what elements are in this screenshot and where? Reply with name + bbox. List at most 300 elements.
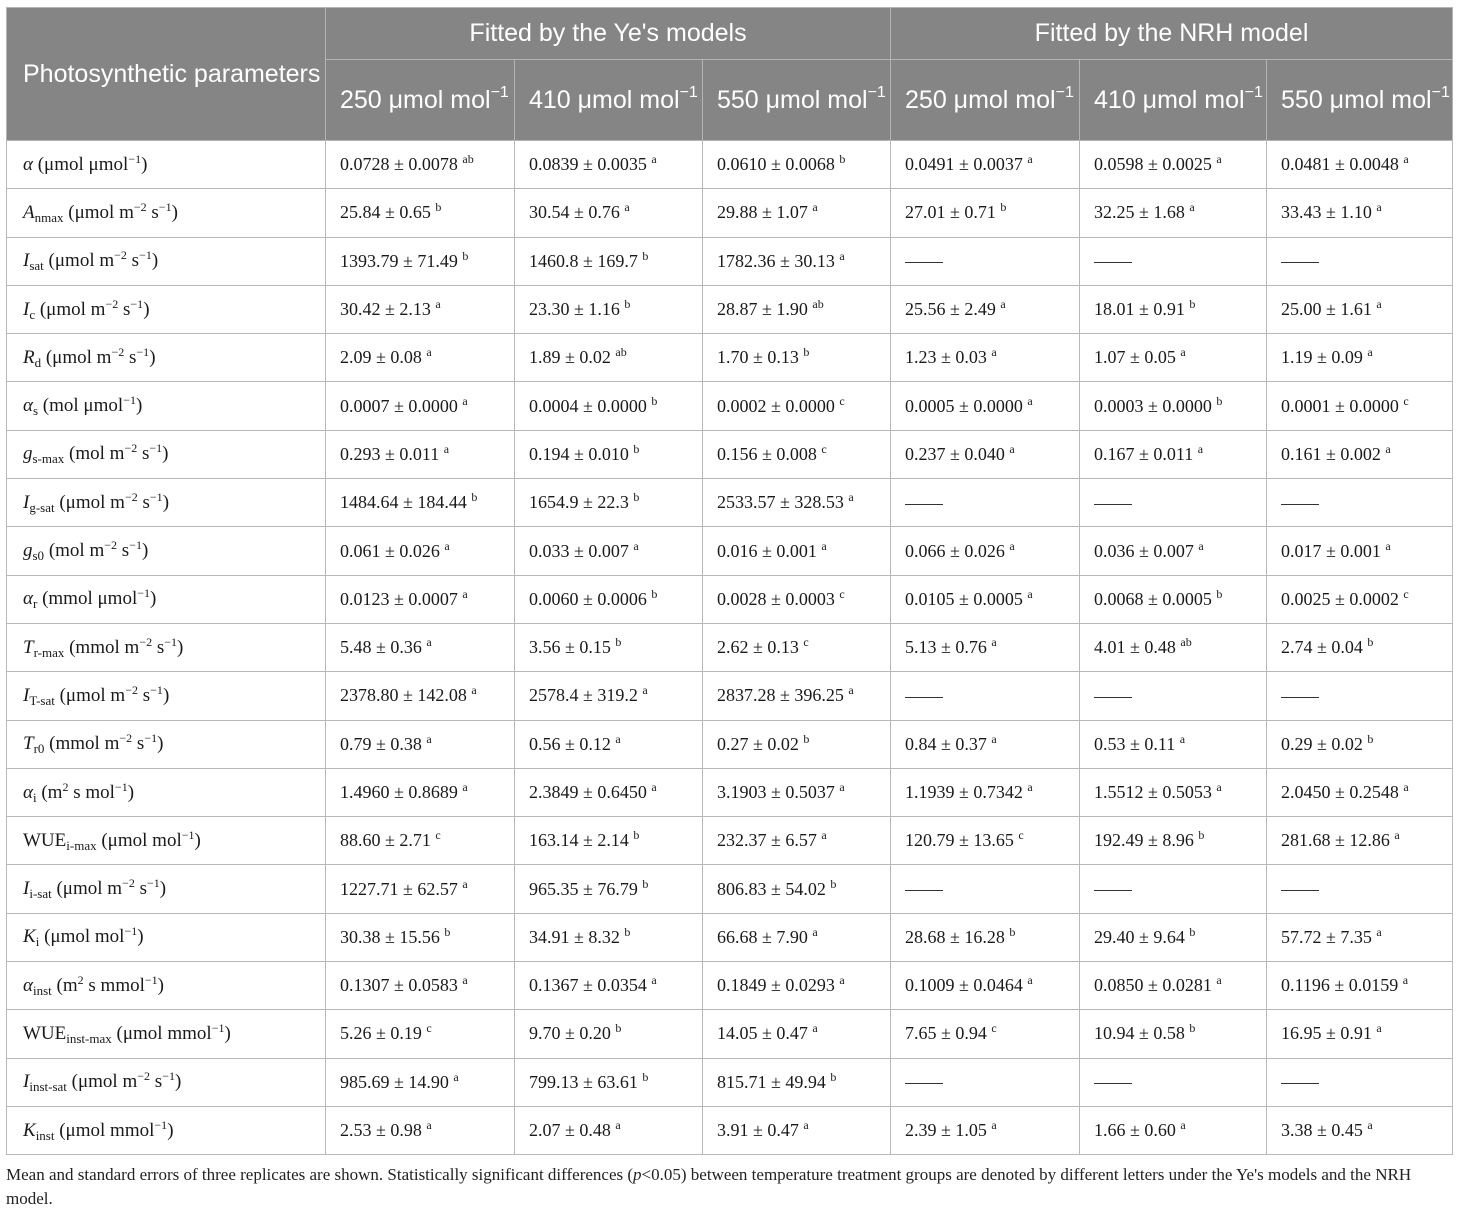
parameter-name	[7, 237, 326, 285]
unit-exponent-2: −1	[149, 489, 163, 504]
significance-letter: a	[991, 635, 997, 650]
table-row	[7, 768, 1453, 816]
mean-se-value: 3.1903 ± 0.5037	[717, 782, 835, 802]
parameter-unit-end: )	[149, 346, 156, 368]
mean-se-value: 2.09 ± 0.08	[340, 347, 422, 368]
significance-letter: a	[1009, 441, 1015, 456]
parameter-subscript: r	[32, 596, 38, 612]
parameter-subscript: i-max	[66, 837, 97, 853]
mean-se-value: 1.23 ± 0.03	[905, 347, 987, 368]
no-value-dash	[1281, 890, 1319, 891]
parameter-unit: (mol μmol	[38, 395, 124, 417]
parameter-symbol: α	[23, 395, 33, 417]
significance-letter: b	[1189, 297, 1196, 312]
value-cell	[891, 817, 1080, 865]
value-cell	[326, 334, 515, 382]
parameter-unit-tail: s	[137, 443, 150, 465]
significance-letter: a	[1367, 1118, 1373, 1133]
significance-letter: b	[1009, 924, 1016, 939]
value-cell	[891, 720, 1080, 768]
parameter-unit-tail: )	[137, 926, 144, 948]
unit-exponent-2: −1	[158, 199, 172, 214]
mean-se-value: 3.56 ± 0.15	[529, 637, 611, 658]
table-row	[7, 479, 1453, 527]
mean-se-value: 281.68 ± 12.86	[1281, 830, 1390, 851]
mean-se-value: 0.1009 ± 0.0464	[905, 975, 1023, 996]
mean-se-value: 88.60 ± 2.71	[340, 830, 431, 851]
table-row	[7, 141, 1453, 189]
mean-se-value: 0.0001 ± 0.0000	[1281, 395, 1399, 416]
parameter-symbol: A	[23, 201, 35, 223]
table-row	[7, 1058, 1453, 1106]
value-cell	[1267, 962, 1453, 1010]
unit-exponent: −1	[128, 151, 142, 166]
value-cell	[891, 623, 1080, 671]
significance-letter: b	[444, 924, 451, 939]
significance-letter: a	[642, 683, 648, 698]
significance-letter: b	[642, 876, 649, 891]
value-cell	[1267, 430, 1453, 478]
significance-letter: a	[1189, 200, 1195, 215]
significance-letter: a	[1180, 1118, 1186, 1133]
parameter-symbol: g	[23, 443, 33, 465]
mean-se-value: 0.0610 ± 0.0068	[717, 154, 835, 175]
concentration-header-4	[891, 60, 1080, 141]
value-cell	[703, 382, 891, 430]
value-cell	[1267, 1010, 1453, 1058]
mean-se-value: 0.0028 ± 0.0003	[717, 588, 835, 609]
mean-se-value: 0.0839 ± 0.0035	[529, 154, 647, 175]
parameter-unit: (μmol mmol	[54, 1119, 155, 1141]
value-cell	[703, 768, 891, 816]
significance-letter: a	[821, 828, 827, 843]
value-cell	[891, 189, 1080, 237]
parameter-symbol: R	[23, 346, 35, 368]
significance-letter: b	[1216, 393, 1223, 408]
mean-se-value: 32.25 ± 1.68	[1094, 202, 1185, 223]
mean-se-value: 0.0105 ± 0.0005	[905, 588, 1023, 609]
parameter-unit: (μmol m	[54, 491, 125, 513]
value-cell	[703, 334, 891, 382]
parameter-symbol: I	[23, 491, 30, 513]
mean-se-value: 0.0850 ± 0.0281	[1094, 975, 1212, 996]
unit-exponent: −2	[111, 344, 125, 359]
mean-se-value: 14.05 ± 0.47	[717, 1023, 808, 1044]
value-cell	[1080, 141, 1267, 189]
significance-letter: b	[642, 1069, 649, 1084]
mean-se-value: 2.74 ± 0.04	[1281, 637, 1363, 658]
unit-exponent: −2	[122, 876, 135, 891]
value-cell	[1267, 237, 1453, 285]
value-cell	[1267, 720, 1453, 768]
value-cell	[891, 913, 1080, 961]
significance-letter: a	[991, 345, 997, 360]
value-cell	[1267, 768, 1453, 816]
value-cell	[1080, 720, 1267, 768]
parameter-unit: (mmol m	[64, 636, 140, 658]
parameter-subscript: s-max	[32, 451, 65, 467]
significance-letter: a	[812, 1021, 818, 1036]
parameter-name	[7, 768, 326, 816]
significance-letter: a	[615, 1118, 621, 1133]
mean-se-value: 0.0068 ± 0.0005	[1094, 588, 1212, 609]
significance-letter: a	[462, 586, 468, 601]
parameter-unit-tail: s mmol	[83, 974, 145, 996]
value-cell	[1080, 430, 1267, 478]
significance-letter: a	[1000, 297, 1006, 312]
significance-letter: c	[839, 393, 845, 408]
value-cell	[703, 1058, 891, 1106]
significance-letter: b	[803, 731, 810, 746]
mean-se-value: 0.53 ± 0.11	[1094, 733, 1176, 754]
unit-exponent-2: −1	[162, 1069, 175, 1084]
table-row	[7, 285, 1453, 333]
value-cell	[326, 189, 515, 237]
parameter-unit: (mol m	[44, 540, 105, 562]
parameter-unit-tail: )	[167, 1119, 174, 1141]
parameter-subscript: nmax	[34, 209, 64, 225]
unit-exponent: −1	[181, 827, 195, 842]
no-value-dash	[1281, 262, 1319, 263]
value-cell	[703, 430, 891, 478]
parameter-unit-end: )	[143, 298, 150, 320]
value-cell	[891, 285, 1080, 333]
significance-letter: c	[821, 441, 827, 456]
mean-se-value: 2.3849 ± 0.6450	[529, 782, 647, 802]
parameter-symbol: α	[23, 153, 33, 175]
mean-se-value: 2.39 ± 1.05	[905, 1120, 987, 1141]
significance-letter: a	[651, 973, 657, 988]
value-cell	[703, 623, 891, 671]
significance-letter: a	[1027, 393, 1033, 408]
footnote-text-1: Mean and standard errors of three replicates are shown. Statistically significant differences (	[6, 1165, 634, 1184]
value-cell	[326, 575, 515, 623]
parameter-symbol: g	[23, 540, 33, 562]
parameter-unit-end: )	[151, 250, 159, 272]
parameter-symbol: I	[23, 878, 30, 900]
mean-se-value: 1.07 ± 0.05	[1094, 347, 1176, 368]
value-cell	[1080, 237, 1267, 285]
mean-se-value: 0.156 ± 0.008	[717, 443, 817, 464]
significance-letter: a	[1376, 297, 1382, 312]
mean-se-value: 25.84 ± 0.65	[340, 202, 431, 223]
parameter-subscript: g-sat	[29, 499, 55, 515]
footnote-text-2: <0.05) between temperature treatment groups are denoted by different letters under the Ye's models and the NRH model.	[6, 1165, 1412, 1208]
value-cell	[703, 913, 891, 961]
significance-letter: b	[642, 248, 649, 263]
parameter-unit-end: )	[162, 443, 169, 465]
value-cell	[326, 141, 515, 189]
mean-se-value: 0.0003 ± 0.0000	[1094, 395, 1212, 416]
significance-letter: b	[651, 586, 658, 601]
table-row	[7, 962, 1453, 1010]
mean-se-value: 30.42 ± 2.13	[340, 299, 431, 320]
value-cell	[515, 479, 703, 527]
mean-se-value: 4.01 ± 0.48	[1094, 637, 1176, 658]
value-cell	[703, 141, 891, 189]
significance-letter: a	[812, 924, 818, 939]
significance-letter: a	[1216, 973, 1222, 988]
value-cell	[891, 962, 1080, 1010]
unit-exponent-2: −1	[164, 634, 178, 649]
significance-letter: a	[1009, 538, 1015, 553]
parameter-subscript: s0	[32, 548, 45, 564]
no-value-dash	[1094, 262, 1132, 263]
unit-exponent-2: −1	[144, 731, 158, 746]
value-cell	[1267, 334, 1453, 382]
table-row	[7, 720, 1453, 768]
value-cell	[1267, 865, 1453, 913]
significance-letter: c	[435, 828, 441, 843]
no-value-dash	[1094, 504, 1132, 505]
parameter-unit: (μmol m	[51, 878, 123, 900]
parameter-symbol: K	[23, 926, 36, 948]
value-cell	[326, 285, 515, 333]
parameter-unit-tail: )	[135, 395, 143, 417]
value-cell	[515, 1106, 703, 1154]
value-cell	[1267, 189, 1453, 237]
concentration-exponent: −1	[490, 83, 509, 101]
mean-se-value: 2837.28 ± 396.25	[717, 685, 844, 706]
mean-se-value: 0.161 ± 0.002	[1281, 443, 1381, 464]
unit-exponent: −2	[124, 489, 138, 504]
mean-se-value: 985.69 ± 14.90	[340, 1071, 449, 1092]
mean-se-value: 5.26 ± 0.19	[340, 1023, 422, 1044]
value-cell	[891, 479, 1080, 527]
significance-letter: a	[1376, 924, 1382, 939]
concentration-label: 250 μmol mol	[340, 85, 491, 114]
value-cell	[891, 237, 1080, 285]
significance-letter: a	[471, 683, 477, 698]
value-cell	[891, 430, 1080, 478]
value-cell	[891, 527, 1080, 575]
parameter-subscript: inst	[35, 1127, 55, 1143]
table-row	[7, 1106, 1453, 1154]
value-cell	[515, 430, 703, 478]
value-cell	[1080, 817, 1267, 865]
value-cell	[891, 1010, 1080, 1058]
parameter-unit-tail: )	[224, 1022, 231, 1044]
significance-letter: a	[651, 780, 657, 794]
significance-letter: b	[803, 345, 810, 360]
value-cell	[326, 527, 515, 575]
parameter-name	[7, 382, 326, 430]
mean-se-value: 0.0005 ± 0.0000	[905, 395, 1023, 416]
parameter-unit-tail: s	[124, 346, 137, 368]
no-value-dash	[905, 262, 943, 263]
significance-letter: c	[991, 1021, 997, 1036]
unit-exponent: −1	[211, 1020, 225, 1035]
value-cell	[891, 865, 1080, 913]
parameter-unit: (m	[36, 781, 63, 803]
table-container	[6, 7, 1452, 1155]
mean-se-value: 0.29 ± 0.02	[1281, 733, 1363, 754]
mean-se-value: 1.89 ± 0.02	[529, 347, 611, 368]
value-cell	[703, 720, 891, 768]
significance-letter: a	[624, 200, 630, 215]
mean-se-value: 0.016 ± 0.001	[717, 540, 817, 561]
concentration-exponent: −1	[1244, 83, 1263, 101]
parameter-name	[7, 672, 326, 720]
parameter-name	[7, 334, 326, 382]
parameter-unit-tail: )	[194, 829, 201, 851]
parameter-name	[7, 817, 326, 865]
significance-letter: a	[426, 345, 432, 360]
significance-letter: a	[462, 973, 468, 988]
significance-letter: a	[848, 683, 854, 698]
value-cell	[515, 720, 703, 768]
value-cell	[891, 768, 1080, 816]
value-cell	[703, 527, 891, 575]
unit-exponent-2: −1	[114, 779, 128, 794]
value-cell	[326, 962, 515, 1010]
parameter-unit-tail: s	[126, 250, 140, 272]
parameter-unit-tail: s	[152, 636, 165, 658]
significance-letter: a	[462, 876, 468, 891]
mean-se-value: 9.70 ± 0.20	[529, 1023, 611, 1044]
value-cell	[326, 768, 515, 816]
mean-se-value: 0.0728 ± 0.0078	[340, 154, 458, 175]
parameter-symbol: α	[23, 588, 33, 610]
parameter-symbol: T	[23, 636, 34, 658]
mean-se-value: 0.1307 ± 0.0583	[340, 975, 458, 996]
parameter-subscript: i	[32, 789, 37, 805]
mean-se-value: 2378.80 ± 142.08	[340, 685, 467, 706]
value-cell	[1080, 285, 1267, 333]
unit-exponent: −1	[123, 393, 136, 408]
significance-letter: a	[1385, 538, 1391, 553]
significance-letter: c	[426, 1021, 432, 1036]
unit-exponent: −2	[114, 248, 127, 263]
value-cell	[703, 237, 891, 285]
significance-letter: a	[1027, 152, 1033, 167]
parameter-unit: (mmol μmol	[37, 588, 138, 610]
significance-letter: b	[633, 828, 640, 843]
parameter-unit: (m	[51, 974, 78, 996]
value-cell	[326, 817, 515, 865]
no-value-dash	[1094, 890, 1132, 891]
significance-letter: b	[435, 200, 442, 215]
unit-exponent-2: −1	[144, 972, 158, 987]
table-footnote	[6, 1163, 1454, 1211]
mean-se-value: 1782.36 ± 30.13	[717, 250, 835, 271]
value-cell	[326, 623, 515, 671]
significance-letter: c	[1018, 828, 1024, 843]
mean-se-value: 3.91 ± 0.47	[717, 1120, 799, 1141]
mean-se-value: 0.79 ± 0.38	[340, 733, 422, 754]
mean-se-value: 27.01 ± 0.71	[905, 202, 996, 223]
value-cell	[1080, 623, 1267, 671]
significance-letter: a	[462, 393, 468, 408]
value-cell	[703, 1010, 891, 1058]
value-cell	[326, 1106, 515, 1154]
parameter-unit-end: )	[141, 540, 149, 562]
concentration-exponent: −1	[679, 83, 698, 101]
mean-se-value: 23.30 ± 1.16	[529, 299, 620, 320]
significance-letter: a	[1394, 828, 1400, 843]
table-row	[7, 865, 1453, 913]
value-cell	[326, 1058, 515, 1106]
mean-se-value: 16.95 ± 0.91	[1281, 1023, 1372, 1044]
parameter-subscript: inst-sat	[29, 1079, 67, 1095]
significance-letter: b	[462, 248, 469, 263]
mean-se-value: 0.1196 ± 0.0159	[1281, 975, 1399, 996]
concentration-label: 250 μmol mol	[905, 85, 1056, 114]
parameter-unit-end: )	[174, 1071, 182, 1093]
mean-se-value: 66.68 ± 7.90	[717, 926, 808, 947]
parameters-table	[6, 7, 1453, 1155]
parameter-unit-tail: s mol	[68, 781, 115, 803]
mean-se-value: 815.71 ± 49.94	[717, 1071, 826, 1092]
value-cell	[515, 672, 703, 720]
header-row-groups	[7, 8, 1453, 60]
significance-letter: a	[444, 538, 450, 553]
unit-exponent: −1	[124, 924, 138, 939]
significance-letter: a	[821, 538, 827, 553]
parameter-symbol: T	[23, 733, 34, 755]
significance-letter: a	[1198, 538, 1204, 553]
parameter-unit: (μmol mmol	[111, 1022, 212, 1044]
unit-exponent: −2	[104, 538, 118, 553]
significance-letter: b	[1367, 635, 1374, 650]
value-cell	[515, 913, 703, 961]
significance-letter: b	[624, 297, 631, 312]
significance-letter: a	[1180, 345, 1186, 360]
value-cell	[515, 768, 703, 816]
parameter-unit: (μmol m	[66, 1071, 138, 1093]
unit-exponent-2: −1	[147, 876, 160, 891]
unit-exponent: −2	[105, 296, 119, 311]
param-column-header: Photosynthetic parameters	[7, 8, 326, 141]
value-cell	[1080, 479, 1267, 527]
concentration-header-2	[515, 60, 703, 141]
significance-letter: a	[651, 152, 657, 167]
concentration-exponent: −1	[867, 83, 886, 101]
mean-se-value: 10.94 ± 0.58	[1094, 1023, 1185, 1044]
significance-letter: a	[426, 731, 432, 746]
no-value-dash	[905, 504, 943, 505]
concentration-label: 410 μmol mol	[1094, 85, 1245, 114]
mean-se-value: 0.061 ± 0.026	[340, 540, 440, 561]
no-value-dash	[1094, 697, 1132, 698]
parameter-name	[7, 527, 326, 575]
parameter-unit-end: )	[171, 201, 178, 223]
mean-se-value: 29.40 ± 9.64	[1094, 926, 1185, 947]
group-header-ye: Fitted by the Ye's models	[326, 8, 891, 60]
value-cell	[515, 334, 703, 382]
unit-exponent: −2	[119, 731, 133, 746]
parameter-unit-tail: s	[138, 684, 151, 706]
value-cell	[515, 189, 703, 237]
significance-letter: b	[1189, 924, 1196, 939]
value-cell	[1267, 575, 1453, 623]
parameter-symbol: α	[23, 974, 33, 996]
parameter-subscript: T-sat	[29, 692, 55, 708]
value-cell	[703, 1106, 891, 1154]
significance-letter: a	[812, 200, 818, 215]
value-cell	[703, 817, 891, 865]
value-cell	[1267, 382, 1453, 430]
mean-se-value: 1.70 ± 0.13	[717, 347, 799, 368]
mean-se-value: 33.43 ± 1.10	[1281, 202, 1372, 223]
unit-exponent-2: −1	[150, 682, 163, 697]
mean-se-value: 5.48 ± 0.36	[340, 637, 422, 658]
mean-se-value: 1.19 ± 0.09	[1281, 347, 1363, 368]
mean-se-value: 28.87 ± 1.90	[717, 299, 808, 320]
value-cell	[703, 285, 891, 333]
significance-letter: b	[633, 490, 640, 505]
mean-se-value: 25.56 ± 2.49	[905, 299, 996, 320]
